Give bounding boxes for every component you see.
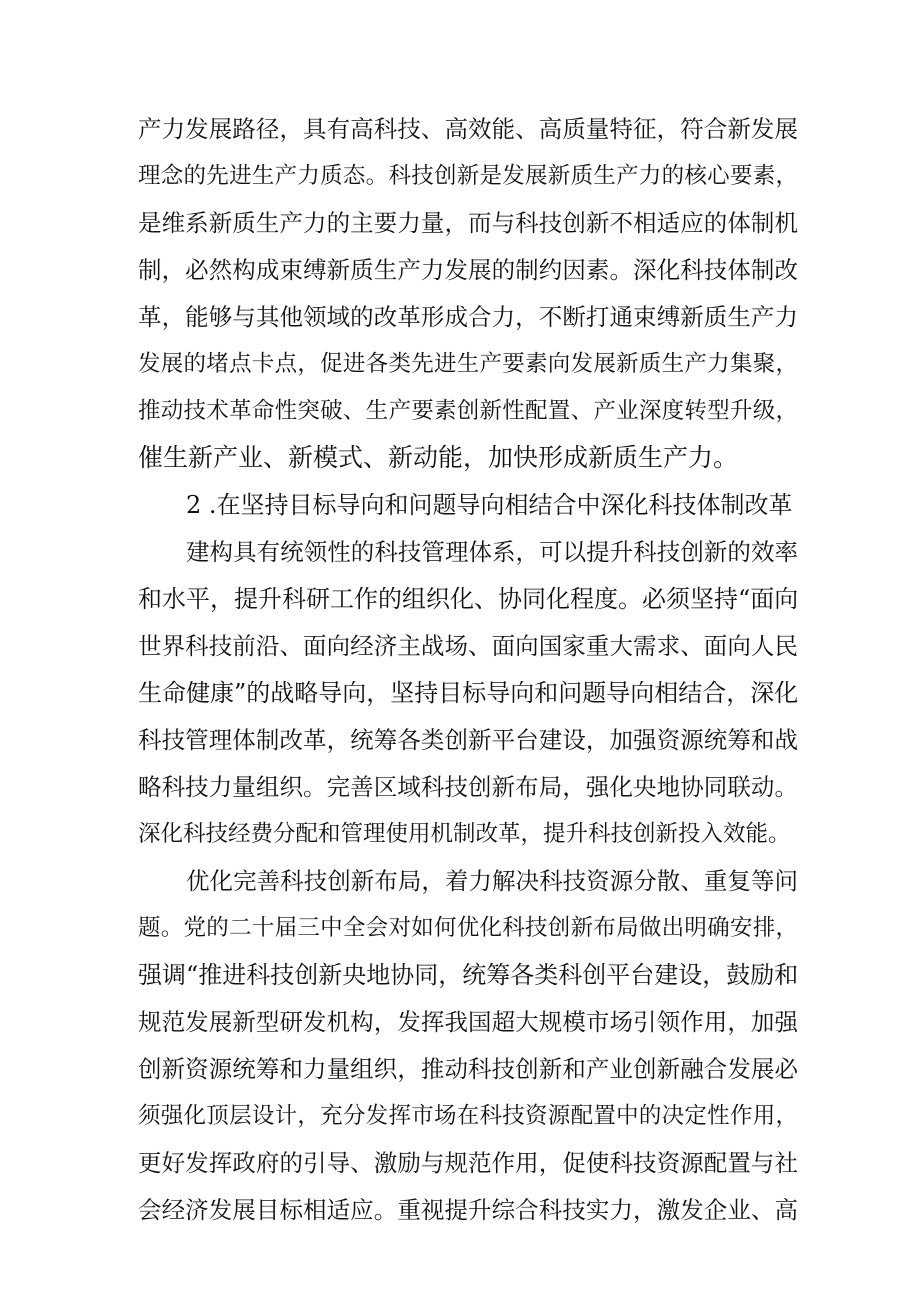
text-line: 制，必然构成束缚新质生产力发展的制约因素。深化科技体制改 (138, 256, 798, 284)
text-line: 深化科技经费分配和管理使用机制改革，提升科技创新投入效能。 (138, 821, 791, 847)
text-line: 建构具有统领性的科技管理体系，可以提升科技创新的效率 (186, 538, 798, 566)
text-line: 革，能够与其他领域的改革形成合力，不断打通束缚新质生产力 (138, 303, 798, 331)
text-line: 催生新产业、新模式、新动能，加快形成新质生产力。 (138, 443, 739, 472)
text-line: 理念的先进生产力质态。科技创新是发展新质生产力的核心要素， (138, 163, 798, 189)
text-line: 发展的堵点卡点，促进各类先进生产要素向发展新质生产力集聚， (138, 351, 798, 377)
text-line: 会经济发展目标相适应。重视提升综合科技实力，激发企业、高 (138, 1196, 798, 1224)
text-line: 生命健康”的战略导向，坚持目标导向和问题导向相结合，深化 (138, 679, 799, 707)
text-line: 更好发挥政府的引导、激励与规范作用，促使科技资源配置与社 (138, 1149, 798, 1177)
text-line: 略科技力量组织。完善区域科技创新布局，强化央地协同联动。 (138, 773, 798, 801)
text-line: 须强化顶层设计，充分发挥市场在科技资源配置中的决定性作用， (138, 1103, 798, 1129)
text-line: 优化完善科技创新布局，着力解决科技资源分散、重复等问 (186, 867, 798, 895)
text-line: 是维系新质生产力的主要力量，而与科技创新不相适应的体制机 (138, 209, 798, 237)
text-line: 强调“推进科技创新央地协同，统筹各类科创平台建设，鼓励和 (138, 961, 799, 989)
text-line: 产力发展路径，具有高科技、高效能、高质量特征，符合新发展 (138, 115, 798, 143)
section-heading: 2 .在坚持目标导向和问题导向相结合中深化科技体制改革 (186, 491, 793, 519)
text-line: 推动技术革命性突破、生产要素创新性配置、产业深度转型升级， (138, 398, 798, 424)
text-line: 规范发展新型研发机构，发挥我国超大规模市场引领作用，加强 (138, 1008, 798, 1036)
text-line: 和水平，提升科研工作的组织化、协同化程度。必须坚持“面向 (138, 585, 799, 613)
text-line: 创新资源统筹和力量组织，推动科技创新和产业创新融合发展必 (138, 1055, 798, 1083)
text-line: 科技管理体制改革，统筹各类创新平台建设，加强资源统筹和战 (138, 726, 798, 754)
text-line: 世界科技前沿、面向经济主战场、面向国家重大需求、面向人民 (138, 632, 798, 660)
text-line: 题。党的二十届三中全会对如何优化科技创新布局做出明确安排， (138, 915, 798, 941)
